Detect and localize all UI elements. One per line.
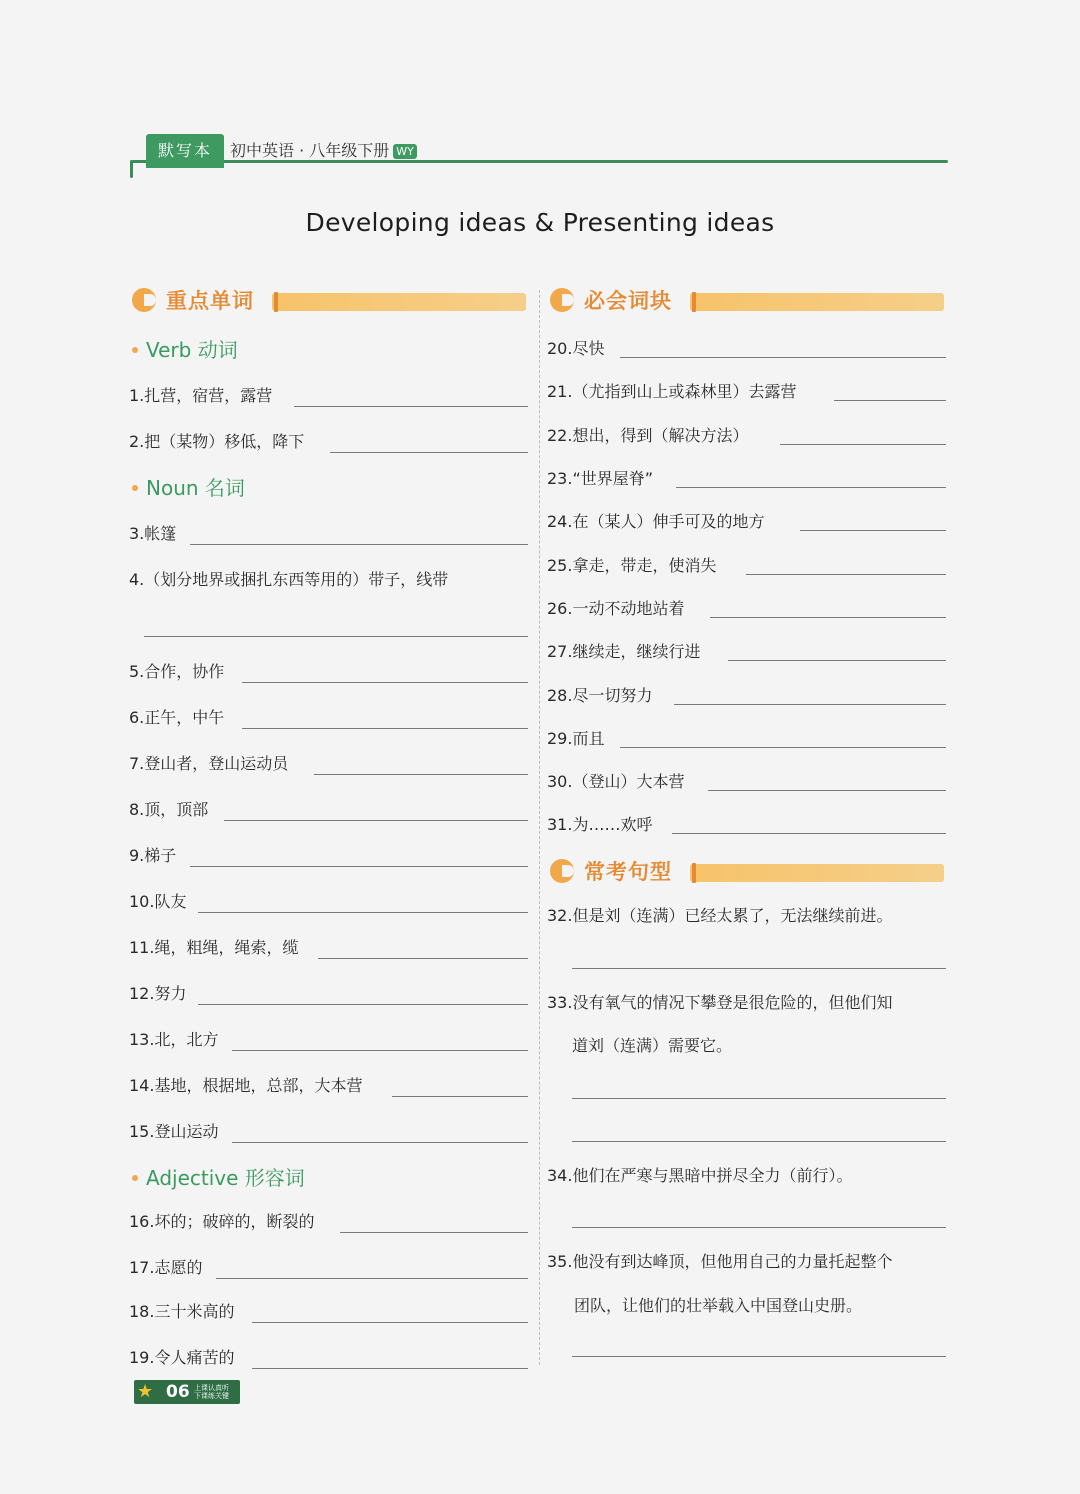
section-label: 常考句型	[584, 855, 682, 889]
list-item: 13.北，北方	[129, 1030, 219, 1049]
list-item: 1.扎营，宿营，露营	[129, 386, 273, 405]
star-icon: ★	[137, 1381, 154, 1402]
list-item: 10.队友	[129, 892, 187, 911]
section-icon	[132, 288, 156, 312]
column-divider	[539, 290, 540, 1365]
edition-badge: WY	[393, 144, 417, 159]
list-item: 30.（登山）大本营	[547, 772, 685, 791]
section-phrases	[550, 284, 944, 318]
list-item: 18.三十米高的	[129, 1302, 235, 1321]
list-item: 16.坏的；破碎的，断裂的	[129, 1212, 315, 1231]
answer-line[interactable]	[318, 958, 528, 959]
sentence-item: 32.但是刘（连满）已经太累了，无法继续前进。	[547, 906, 893, 925]
section-key-words	[132, 284, 526, 318]
answer-line[interactable]	[572, 1356, 946, 1357]
answer-line[interactable]	[232, 1050, 528, 1051]
answer-line[interactable]	[340, 1232, 528, 1233]
answer-line[interactable]	[314, 774, 528, 775]
list-item: 27.继续走，继续行进	[547, 642, 701, 661]
answer-line[interactable]	[242, 682, 528, 683]
list-item: 2.把（某物）移低，降下	[129, 432, 305, 451]
list-item: 14.基地，根据地，总部，大本营	[129, 1076, 363, 1095]
section-label: 必会词块	[584, 284, 682, 318]
answer-line[interactable]	[190, 866, 528, 867]
section-bar	[272, 293, 526, 311]
page-footer-badge	[134, 1380, 240, 1404]
list-item: 15.登山运动	[129, 1122, 219, 1141]
answer-line[interactable]	[710, 617, 946, 618]
book-name: 初中英语 · 八年级下册	[230, 141, 390, 160]
answer-line[interactable]	[294, 406, 528, 407]
answer-line[interactable]	[728, 660, 946, 661]
list-item: 4.（划分地界或捆扎东西等用的）带子，线带	[129, 570, 449, 589]
section-marker	[274, 292, 278, 312]
answer-line[interactable]	[392, 1096, 528, 1097]
list-item: 28.尽一切努力	[547, 686, 653, 705]
page-number: 06	[166, 1382, 190, 1402]
answer-line[interactable]	[676, 487, 946, 488]
list-item: 23.“世界屋脊”	[547, 469, 654, 488]
answer-line[interactable]	[252, 1322, 528, 1323]
section-bar	[690, 864, 944, 882]
sentence-item: 35.他没有到达峰顶，但他用自己的力量托起整个	[547, 1252, 893, 1271]
section-icon	[550, 288, 574, 312]
section-marker	[692, 863, 696, 883]
sentence-item-continued: 道刘（连满）需要它。	[572, 1036, 733, 1055]
section-icon	[550, 859, 574, 883]
answer-line[interactable]	[572, 1141, 946, 1142]
answer-line[interactable]	[252, 1368, 528, 1369]
answer-line[interactable]	[780, 444, 946, 445]
answer-line[interactable]	[708, 790, 946, 791]
answer-line[interactable]	[198, 1004, 528, 1005]
answer-line[interactable]	[834, 400, 946, 401]
answer-line[interactable]	[232, 1142, 528, 1143]
page-title: Developing ideas & Presenting ideas	[305, 208, 775, 237]
header-book-title	[230, 140, 417, 162]
list-item: 9.梯子	[129, 846, 177, 865]
list-item: 31.为……欢呼	[547, 815, 653, 834]
footer-slogan: 上课认真听 下课练关键	[194, 1384, 229, 1400]
answer-line[interactable]	[198, 912, 528, 913]
answer-line[interactable]	[672, 833, 946, 834]
answer-line[interactable]	[216, 1278, 528, 1279]
list-item: 5.合作，协作	[129, 662, 225, 681]
list-item: 19.令人痛苦的	[129, 1348, 235, 1367]
answer-line[interactable]	[620, 357, 946, 358]
sentence-item: 34.他们在严寒与黑暗中拼尽全力（前行）。	[547, 1166, 853, 1185]
list-item: 7.登山者，登山运动员	[129, 754, 289, 773]
answer-line[interactable]	[224, 820, 528, 821]
list-item: 22.想出，得到（解决方法）	[547, 426, 749, 445]
section-label: 重点单词	[166, 284, 264, 318]
list-item: 20.尽快	[547, 339, 605, 358]
answer-line[interactable]	[190, 544, 528, 545]
sentence-item: 33.没有氧气的情况下攀登是很危险的，但他们知	[547, 993, 893, 1012]
list-item: 6.正午，中午	[129, 708, 225, 727]
answer-line[interactable]	[746, 574, 946, 575]
list-item: 3.帐篷	[129, 524, 177, 543]
answer-line[interactable]	[572, 1227, 946, 1228]
answer-line[interactable]	[620, 747, 946, 748]
list-item: 24.在（某人）伸手可及的地方	[547, 512, 765, 531]
subsection-adjective: Adjective 形容词	[132, 1164, 305, 1192]
subsection-verb: Verb 动词	[132, 336, 238, 364]
section-bar	[690, 293, 944, 311]
list-item: 12.努力	[129, 984, 187, 1003]
list-item: 8.顶，顶部	[129, 800, 209, 819]
answer-line[interactable]	[674, 704, 946, 705]
section-sentences	[550, 855, 944, 889]
list-item: 29.而且	[547, 729, 605, 748]
list-item: 21.（尤指到山上或森林里）去露营	[547, 382, 797, 401]
header-tag: 默写本	[146, 134, 224, 168]
sentence-item-continued: 团队，让他们的壮举载入中国登山史册。	[574, 1296, 863, 1315]
answer-line[interactable]	[800, 530, 946, 531]
list-item: 17.志愿的	[129, 1258, 203, 1277]
answer-line[interactable]	[330, 452, 528, 453]
section-marker	[692, 292, 696, 312]
list-item: 25.拿走，带走，使消失	[547, 556, 717, 575]
answer-line[interactable]	[144, 636, 528, 637]
answer-line[interactable]	[242, 728, 528, 729]
list-item: 26.一动不动地站着	[547, 599, 685, 618]
subsection-noun: Noun 名词	[132, 474, 245, 502]
answer-line[interactable]	[572, 968, 946, 969]
list-item: 11.绳，粗绳，绳索，缆	[129, 938, 299, 957]
answer-line[interactable]	[572, 1098, 946, 1099]
